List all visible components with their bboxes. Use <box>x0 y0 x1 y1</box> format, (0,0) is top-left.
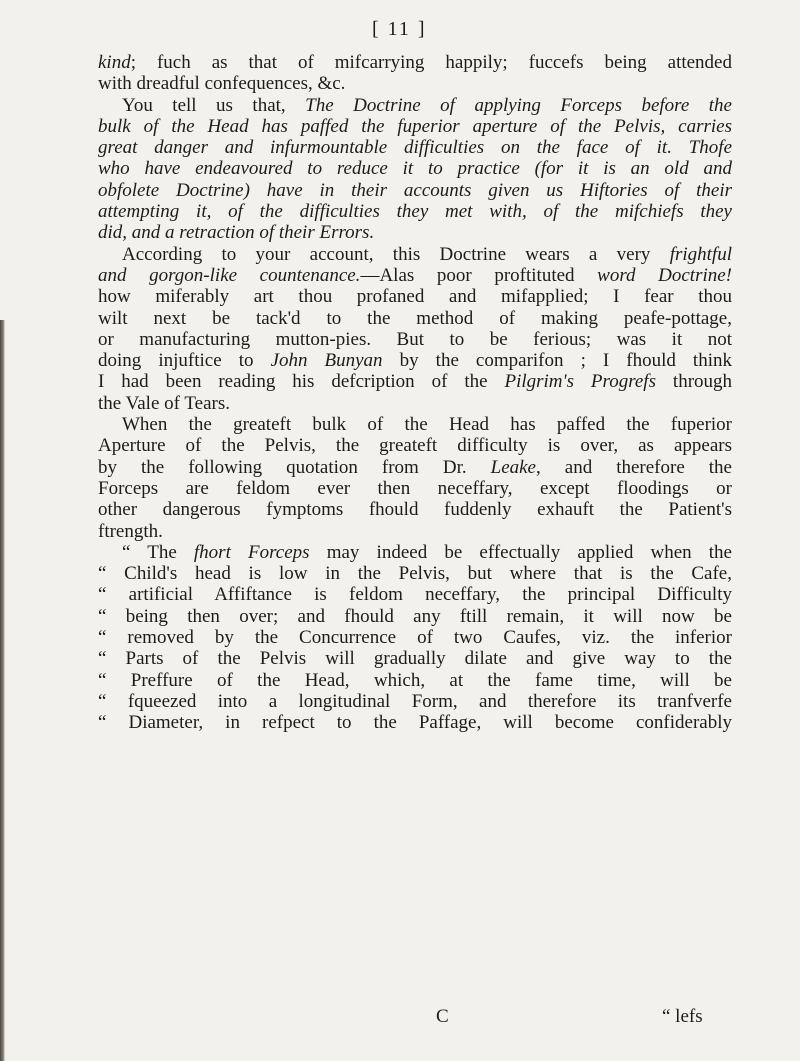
text-line <box>98 201 732 222</box>
text-segment: how miferably art thou profaned and mifapplied; I fear thou <box>98 286 732 308</box>
text-line <box>98 712 732 733</box>
text-segment: by the following quotation from Dr. <box>98 456 491 478</box>
text-line <box>98 521 732 542</box>
text-segment: , and therefore the <box>536 456 732 478</box>
text-segment: “ Parts of the Pelvis will gradually dilate and give way to the <box>98 648 732 670</box>
text-line <box>98 180 732 201</box>
text-line <box>98 158 732 179</box>
italic-text: bulk of the Head has paffed the fuperior aperture of the Pelvis, carries <box>98 115 732 137</box>
italic-text: John Bunyan <box>270 350 383 372</box>
text-segment: may indeed be effectually applied when the <box>309 541 732 563</box>
text-line <box>98 435 732 456</box>
text-segment: doing injuftice to <box>98 350 271 372</box>
text-segment: “ artificial Affiftance is feldom neceffary, the principal Difficulty <box>98 584 732 606</box>
text-line <box>98 606 732 627</box>
body-text <box>98 52 732 734</box>
text-line <box>98 350 732 371</box>
text-line <box>98 95 732 116</box>
text-segment: through <box>656 371 733 393</box>
text-segment: ; fuch as that of mifcarrying happily; fuccefs being attended <box>130 52 732 73</box>
italic-text: frightful <box>669 243 732 265</box>
italic-text: fhort Forceps <box>193 541 310 563</box>
text-line <box>98 457 732 478</box>
page-number: [ 11 ] <box>372 18 427 40</box>
text-segment: “ Child's head is low in the Pelvis, but where that is the Cafe, <box>98 563 732 585</box>
italic-text: great danger and infurmountable difficulties on the face of it. Thofe <box>98 137 732 159</box>
text-segment: I had been reading his defcription of the <box>98 371 505 393</box>
text-line <box>98 542 732 563</box>
italic-text: Leake <box>490 456 536 478</box>
text-line <box>98 286 732 307</box>
text-line <box>98 244 732 265</box>
text-segment: ftrength. <box>98 520 163 542</box>
catchword: “ lefs <box>662 1006 703 1027</box>
text-line <box>98 691 732 712</box>
italic-text: Pilgrim's Progrefs <box>504 371 656 393</box>
text-line <box>98 648 732 669</box>
italic-text: who have endeavoured to reduce it to practice (for it is an old and <box>98 158 732 180</box>
text-line <box>98 414 732 435</box>
text-line <box>98 478 732 499</box>
text-segment: with dreadful confequences, &c. <box>98 73 346 95</box>
text-line <box>98 329 732 350</box>
italic-text: obfolete Doctrine) have in their accounts given us Hiftories of their <box>98 179 732 201</box>
text-segment: When the greateft bulk of the Head has paffed the fuperior <box>122 414 732 436</box>
text-line <box>98 52 732 73</box>
italic-text: kind <box>98 52 131 73</box>
text-segment: Aperture of the Pelvis, the greateft difficulty is over, as appears <box>98 435 732 457</box>
text-segment: You tell us that, <box>122 94 306 116</box>
page-header <box>0 18 800 48</box>
text-segment: other dangerous fymptoms fhould fuddenly exhauft the Patient's <box>98 499 732 521</box>
text-segment: “ Diameter, in refpect to the Paffage, will become confiderably <box>98 712 732 734</box>
text-segment: wilt next be tack'd to the method of making peafe-pottage, <box>98 307 732 329</box>
text-segment: According to your account, this Doctrine wears a very <box>122 243 670 265</box>
italic-text: and gorgon-like countenance. <box>98 264 361 286</box>
text-segment: “ being then over; and fhould any ftill remain, it will now be <box>98 605 732 627</box>
page-edge-shadow <box>0 320 5 1061</box>
text-segment: “ removed by the Concurrence of two Caufes, viz. the inferior <box>98 627 732 649</box>
text-line <box>98 265 732 286</box>
text-line <box>98 584 732 605</box>
text-line <box>98 499 732 520</box>
text-segment: —Alas poor proftituted <box>360 264 598 286</box>
signature-mark: C <box>436 1006 449 1027</box>
italic-text: did, and a retraction of their Errors. <box>98 222 375 244</box>
text-line <box>98 222 732 243</box>
text-line <box>98 670 732 691</box>
text-segment: the Vale of Tears. <box>98 392 230 414</box>
text-segment: “ fqueezed into a longitudinal Form, and therefore its tranfverfe <box>98 690 732 712</box>
text-segment: Forceps are feldom ever then neceffary, except floodings or <box>98 477 732 499</box>
page-footer <box>0 1006 800 1034</box>
text-line <box>98 371 732 392</box>
text-segment: “ The <box>122 541 194 563</box>
italic-text: The Doctrine of applying Forceps before the <box>305 94 732 116</box>
text-line <box>98 116 732 137</box>
text-segment: “ Preffure of the Head, which, at the fame time, will be <box>98 669 732 691</box>
text-line <box>98 308 732 329</box>
text-segment: or manufacturing mutton-pies. But to be ferious; was it not <box>98 328 732 350</box>
text-segment: by the comparifon ; I fhould think <box>382 350 732 372</box>
text-line <box>98 627 732 648</box>
text-line <box>98 563 732 584</box>
text-line <box>98 73 732 94</box>
italic-text: word Doctrine! <box>597 264 733 286</box>
text-line <box>98 393 732 414</box>
text-line <box>98 137 732 158</box>
italic-text: attempting it, of the difficulties they met with, of the mifchiefs they <box>98 201 732 223</box>
